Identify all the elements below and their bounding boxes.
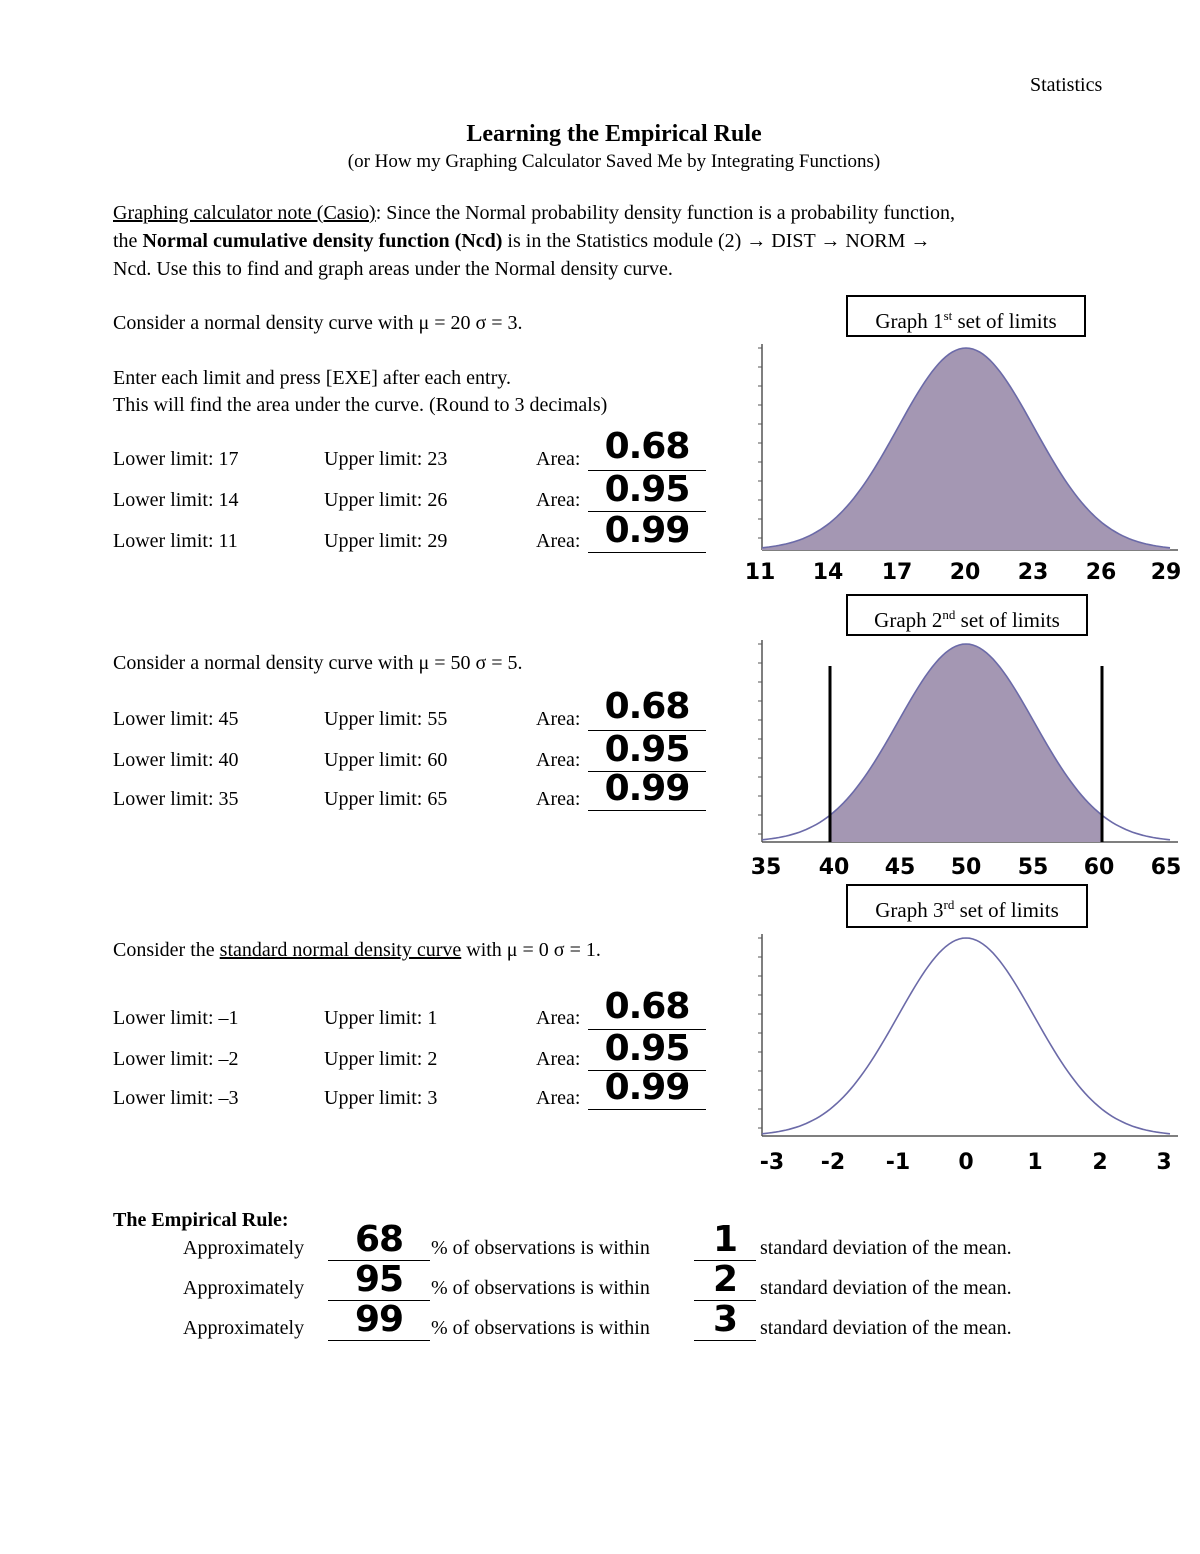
graph2-label-box xyxy=(846,594,1088,636)
lower-limit: Lower limit: 45 xyxy=(113,708,239,730)
axis-tick: 0 xyxy=(958,1150,974,1175)
page-subtitle: (or How my Graphing Calculator Saved Me by Integrating Functions) xyxy=(347,151,881,172)
upper-limit: Upper limit: 1 xyxy=(324,1007,438,1029)
approx-label: Approximately xyxy=(183,1277,305,1299)
axis-tick: 14 xyxy=(812,560,844,585)
sd-label: standard deviation of the mean. xyxy=(760,1277,1012,1299)
section3-intro xyxy=(113,939,601,962)
note-line2-pre: the xyxy=(113,230,143,252)
page-title: Learning the Empirical Rule xyxy=(466,121,762,147)
calculator-note-line1 xyxy=(113,202,955,225)
sd-label: standard deviation of the mean. xyxy=(760,1317,1012,1339)
note-label: Graphing calculator note (Casio) xyxy=(113,202,376,224)
upper-limit: Upper limit: 3 xyxy=(324,1087,438,1109)
upper-limit: Upper limit: 60 xyxy=(324,749,448,771)
graph-label-text: Graph 2 xyxy=(874,608,943,632)
percent-answer[interactable]: 99 xyxy=(328,1300,430,1341)
graph-label-text: Graph 1 xyxy=(875,309,944,333)
approx-label: Approximately xyxy=(183,1317,305,1339)
area-answer[interactable]: 0.68 xyxy=(588,985,706,1030)
section3-intro-post: with μ = 0 σ = 1. xyxy=(461,939,601,961)
calculator-note-line2 xyxy=(113,230,930,253)
graph2-normal-curve xyxy=(740,636,1190,854)
graph1-normal-curve xyxy=(740,340,1190,562)
empirical-rule-heading: The Empirical Rule: xyxy=(113,1209,289,1231)
lower-limit: Lower limit: 40 xyxy=(113,749,239,771)
note-ncd-term: Normal cumulative density function (Ncd) xyxy=(142,230,503,252)
lower-limit: Lower limit: 14 xyxy=(113,489,239,511)
area-label: Area: xyxy=(536,708,581,730)
area-answer[interactable]: 0.95 xyxy=(588,729,706,772)
graph1-label-box xyxy=(846,295,1086,337)
axis-tick: 60 xyxy=(1083,855,1115,880)
axis-tick: 45 xyxy=(884,855,916,880)
lower-limit: Lower limit: –1 xyxy=(113,1007,239,1029)
course-label: Statistics xyxy=(1030,74,1103,96)
axis-tick: 40 xyxy=(818,855,850,880)
axis-tick: 17 xyxy=(881,560,913,585)
axis-tick: -1 xyxy=(885,1150,911,1175)
within-label: % of observations is within xyxy=(431,1317,650,1339)
axis-tick: -3 xyxy=(759,1150,785,1175)
area-label: Area: xyxy=(536,749,581,771)
graph-label-rest: set of limits xyxy=(955,608,1060,632)
axis-tick: 2 xyxy=(1092,1150,1108,1175)
note-line2-post: is in the Statistics module (2) → DIST → NORM → xyxy=(502,230,931,252)
graph-label-sup: nd xyxy=(942,607,956,622)
axis-tick: 20 xyxy=(949,560,981,585)
note-line1-text: : Since the Normal probability density function is a probability function, xyxy=(375,202,956,224)
upper-limit: Upper limit: 55 xyxy=(324,708,448,730)
axis-tick: 1 xyxy=(1027,1150,1043,1175)
area-label: Area: xyxy=(536,788,581,810)
shaded-area xyxy=(830,644,1102,842)
graph-label-text: Graph 3 xyxy=(875,898,944,922)
upper-limit: Upper limit: 2 xyxy=(324,1048,438,1070)
area-answer[interactable]: 0.99 xyxy=(588,510,706,553)
section2-intro: Consider a normal density curve with μ = 50 σ = 5. xyxy=(113,652,523,674)
graph-label-sup: rd xyxy=(943,897,955,912)
calculator-note-line3: Ncd. Use this to find and graph areas under the Normal density curve. xyxy=(113,258,673,280)
section1-instruction-1: Enter each limit and press [EXE] after each entry. xyxy=(113,367,511,389)
area-label: Area: xyxy=(536,1087,581,1109)
axis-tick: 65 xyxy=(1150,855,1182,880)
graph-label-rest: set of limits xyxy=(952,309,1057,333)
lower-limit: Lower limit: 17 xyxy=(113,448,239,470)
percent-answer[interactable]: 68 xyxy=(328,1220,430,1261)
axis-tick: 50 xyxy=(950,855,982,880)
area-answer[interactable]: 0.95 xyxy=(588,469,706,512)
graph-label-sup: st xyxy=(943,308,953,323)
lower-limit: Lower limit: 35 xyxy=(113,788,239,810)
area-answer[interactable]: 0.99 xyxy=(588,1067,706,1110)
upper-limit: Upper limit: 26 xyxy=(324,489,448,511)
graph3-label-box xyxy=(846,884,1088,928)
section1-instruction-2: This will find the area under the curve. (Round to 3 decimals) xyxy=(113,394,608,416)
graph-label-rest: set of limits xyxy=(954,898,1059,922)
area-answer[interactable]: 0.68 xyxy=(588,684,706,731)
axis-tick: 29 xyxy=(1150,560,1182,585)
within-label: % of observations is within xyxy=(431,1237,650,1259)
area-answer[interactable]: 0.68 xyxy=(588,424,706,471)
area-label: Area: xyxy=(536,489,581,511)
area-label: Area: xyxy=(536,1048,581,1070)
lower-limit: Lower limit: –2 xyxy=(113,1048,239,1070)
percent-answer[interactable]: 95 xyxy=(328,1260,430,1301)
standard-normal-term: standard normal density curve xyxy=(219,939,462,961)
upper-limit: Upper limit: 29 xyxy=(324,530,448,552)
area-label: Area: xyxy=(536,1007,581,1029)
area-label: Area: xyxy=(536,448,581,470)
section3-intro-pre: Consider the xyxy=(113,939,220,961)
area-label: Area: xyxy=(536,530,581,552)
sd-label: standard deviation of the mean. xyxy=(760,1237,1012,1259)
axis-tick: 26 xyxy=(1085,560,1117,585)
shaded-area xyxy=(762,348,1170,550)
axis-tick: 11 xyxy=(744,560,776,585)
lower-limit: Lower limit: –3 xyxy=(113,1087,239,1109)
upper-limit: Upper limit: 23 xyxy=(324,448,448,470)
axis-tick: 23 xyxy=(1017,560,1049,585)
sd-answer[interactable]: 3 xyxy=(694,1300,756,1341)
density-curve xyxy=(762,938,1170,1134)
area-answer[interactable]: 0.95 xyxy=(588,1028,706,1071)
upper-limit: Upper limit: 65 xyxy=(324,788,448,810)
within-label: % of observations is within xyxy=(431,1277,650,1299)
axis-tick: 3 xyxy=(1156,1150,1172,1175)
lower-limit: Lower limit: 11 xyxy=(113,530,238,552)
sd-answer[interactable]: 1 xyxy=(694,1220,756,1261)
sd-answer[interactable]: 2 xyxy=(694,1260,756,1301)
section1-intro: Consider a normal density curve with μ = 20 σ = 3. xyxy=(113,312,523,334)
area-answer[interactable]: 0.99 xyxy=(588,768,706,811)
axis-tick: -2 xyxy=(820,1150,846,1175)
axis-tick: 55 xyxy=(1017,855,1049,880)
graph3-normal-curve xyxy=(740,930,1190,1148)
axis-tick: 35 xyxy=(750,855,782,880)
approx-label: Approximately xyxy=(183,1237,305,1259)
